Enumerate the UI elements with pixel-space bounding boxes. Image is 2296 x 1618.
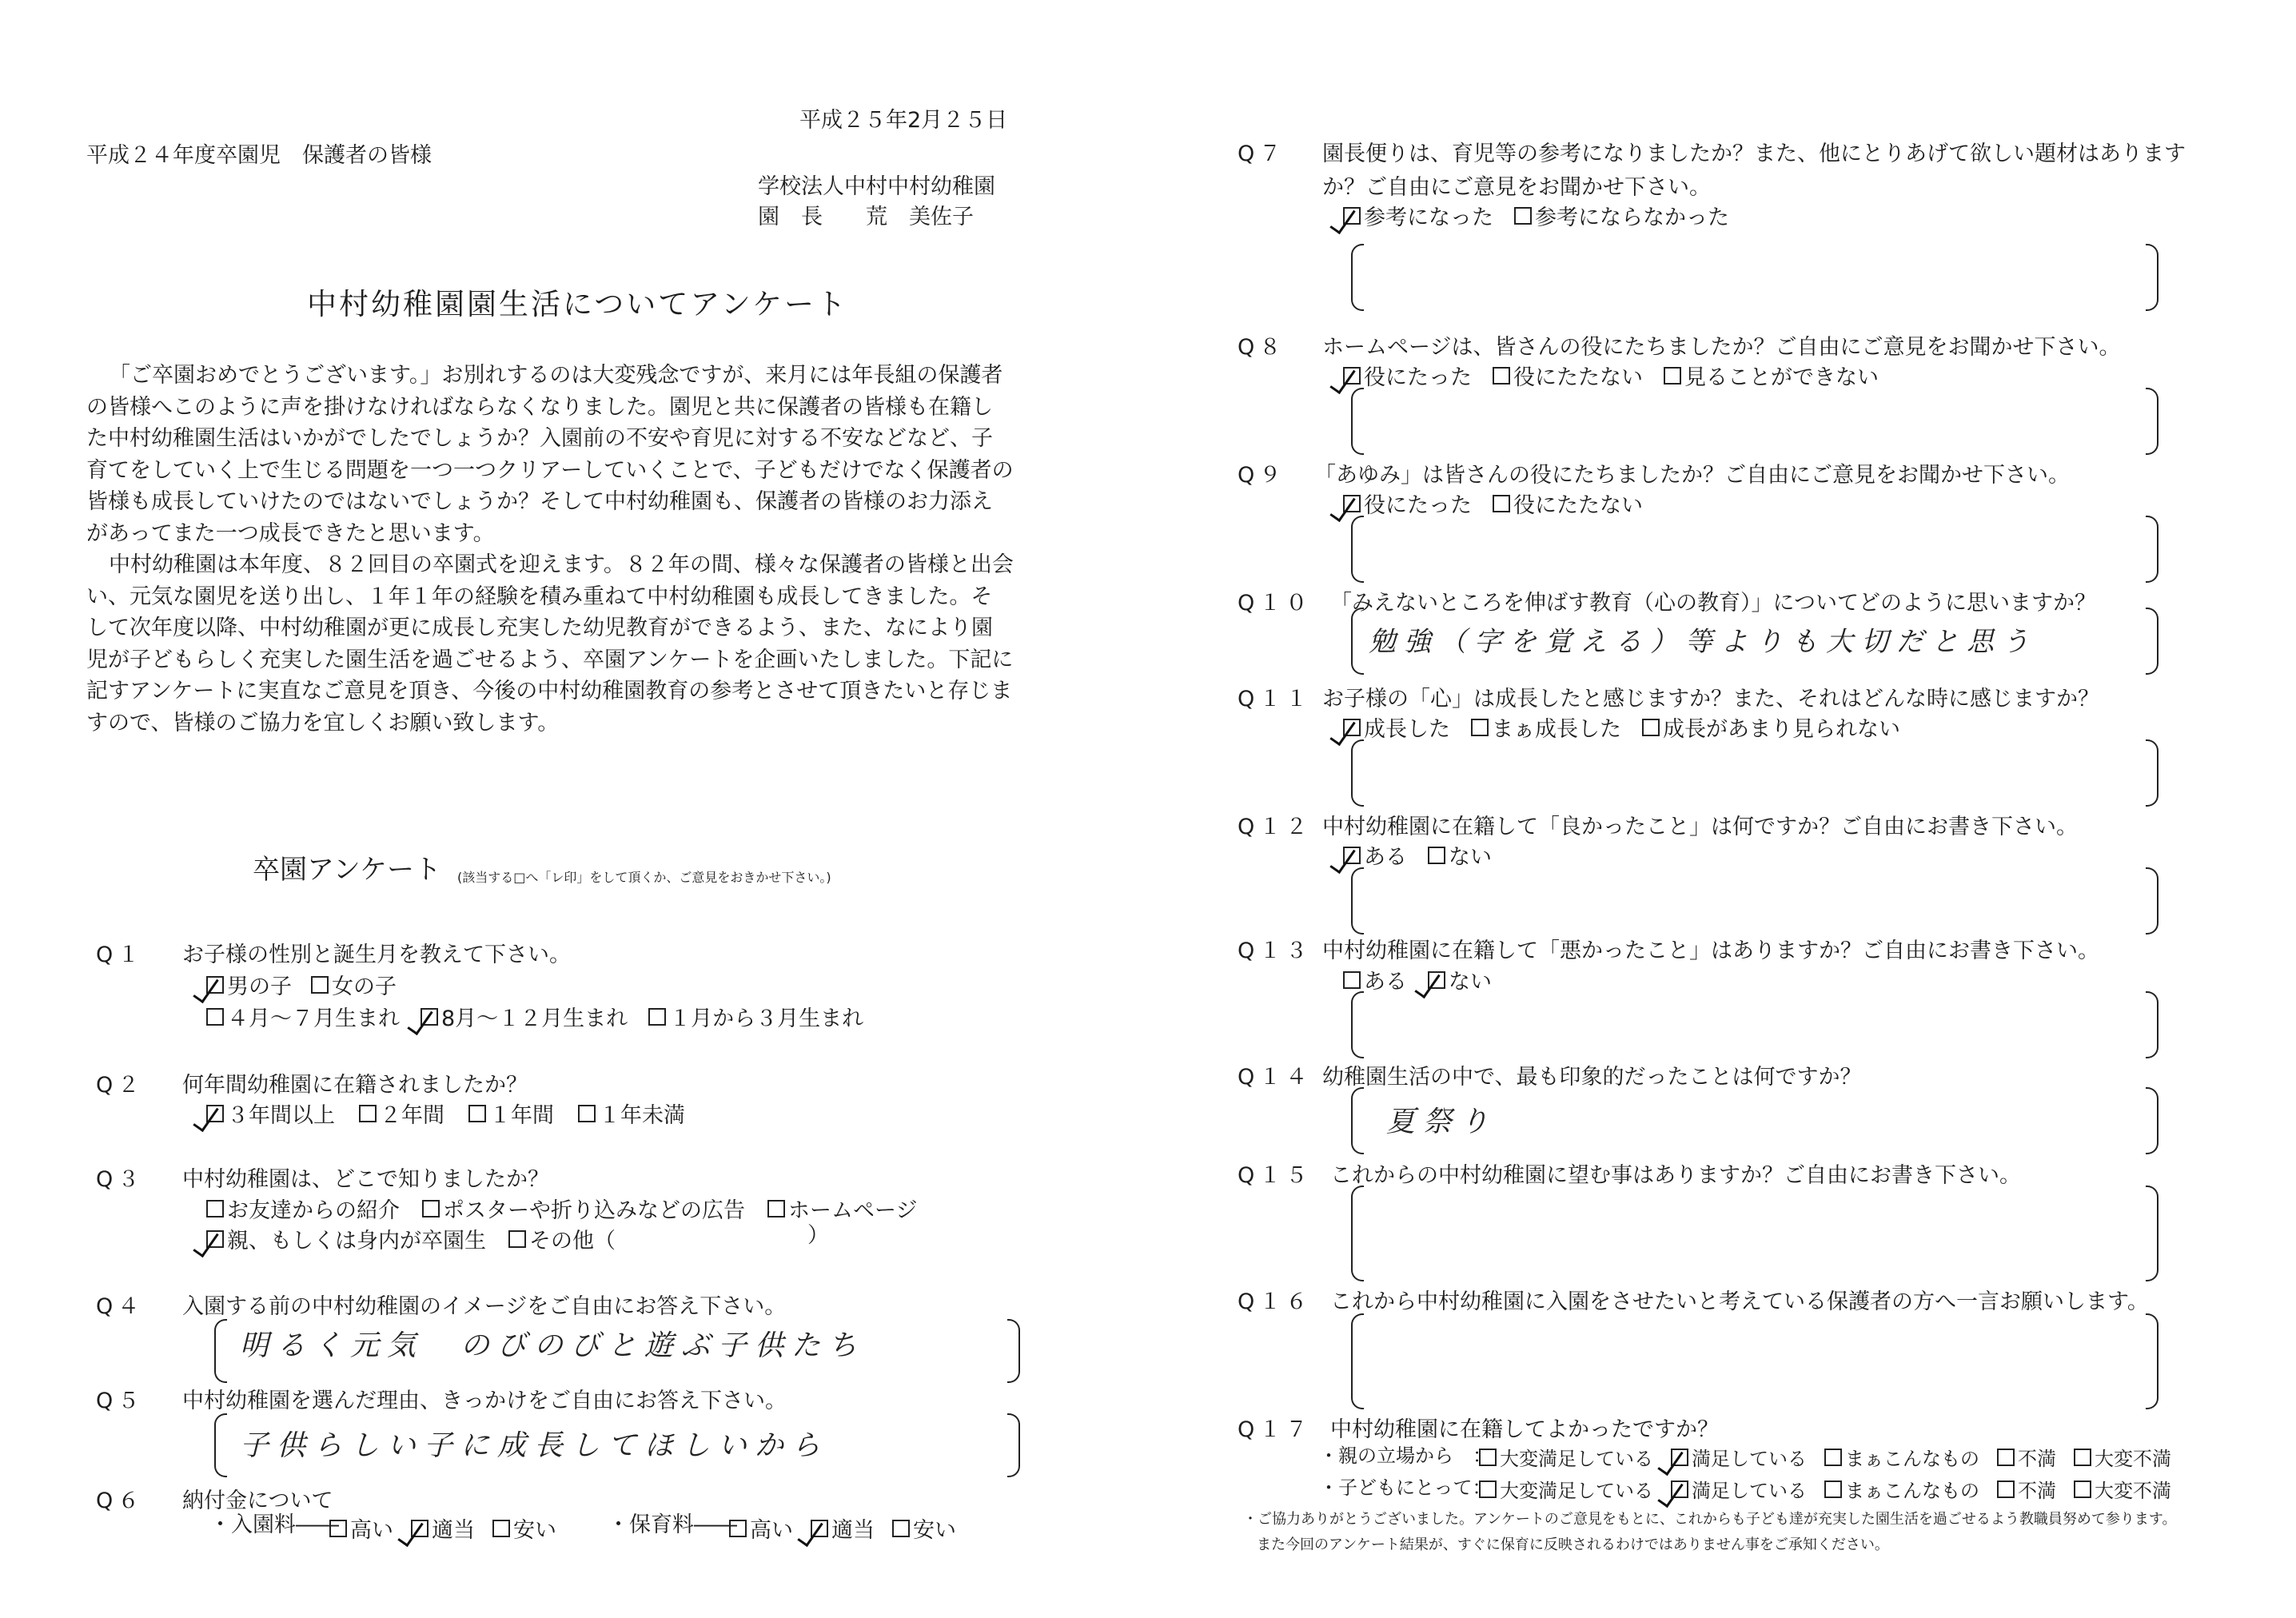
checkbox-icon[interactable] (422, 1200, 440, 1217)
checkbox-icon[interactable] (1642, 719, 1660, 736)
q6-option-label: 安い (513, 1518, 556, 1543)
q2-option-label: １年間 (489, 1103, 554, 1128)
q8-option-label: 役にたった (1364, 365, 1472, 390)
q2-number: Q２ (96, 1073, 145, 1098)
q10-number: Q１０ (1238, 591, 1313, 616)
q1-option-label: １月から３月生まれ (669, 1006, 864, 1031)
q3-option-poster[interactable] (422, 1193, 745, 1224)
q1-option-aug-dec[interactable] (421, 1001, 628, 1032)
footer-note-2: また今回のアンケート結果が、すぐに保育に反映されるわけではありません事をご承知ください。 (1257, 1536, 1889, 1553)
bracket-left (1351, 739, 1364, 807)
checkbox-checked-icon[interactable] (1343, 367, 1361, 385)
q8-options (1343, 360, 1879, 391)
checkbox-checked-icon[interactable] (1671, 1481, 1688, 1498)
q14-number: Q１４ (1238, 1065, 1313, 1090)
q2-option-under1[interactable] (578, 1098, 685, 1129)
q3-option-label: その他（ (529, 1229, 616, 1253)
checkbox-checked-icon[interactable] (206, 1230, 224, 1248)
checkbox-icon[interactable] (1471, 719, 1489, 736)
q9-text: 「あゆみ」は皆さんの役にたちましたか？ご自由にご意見をお聞かせ下さい。 (1314, 463, 2070, 488)
q6-entrance-fee-label: ・入園料―― (209, 1512, 339, 1537)
q12-option-label: ある (1364, 845, 1407, 870)
checkbox-checked-icon[interactable] (1343, 207, 1361, 225)
q11-options (1343, 711, 1900, 743)
checkbox-checked-icon[interactable] (811, 1520, 828, 1537)
q8-option-label: 見ることができない (1684, 365, 1879, 390)
q17-parent-label: ・親の立場から ： (1319, 1445, 1492, 1467)
q2-option-label: ３年間以上 (227, 1103, 335, 1128)
q8-option-not-seen[interactable] (1664, 360, 1879, 391)
q12-option-yes[interactable] (1343, 839, 1407, 871)
q17-child-so-so[interactable] (1824, 1475, 1979, 1503)
q12-option-no[interactable] (1428, 839, 1492, 871)
q12-options (1343, 839, 1492, 871)
checkbox-checked-icon[interactable] (411, 1520, 429, 1537)
q4-text: 入園する前の中村幼稚園のイメージをご自由にお答え下さい。 (182, 1294, 787, 1319)
q2-options (206, 1098, 685, 1129)
bracket-right (2146, 739, 2158, 807)
q13-number: Q１３ (1238, 939, 1313, 963)
checkbox-icon[interactable] (1824, 1481, 1842, 1498)
q17-parent-satisfied[interactable] (1671, 1443, 1807, 1471)
q9-option-label: 役にたった (1364, 493, 1472, 518)
q7-text-line2: か？ご自由にご意見をお聞かせ下さい。 (1322, 175, 1711, 200)
q7-text-line1: 園長便りは、育児等の参考になりましたか？また、他にとりあげて欲しい題材はあります (1322, 141, 2186, 166)
q11-option-somewhat[interactable] (1471, 711, 1621, 743)
q17-option-label: 大変満足している (1500, 1448, 1653, 1470)
q11-text: お子様の「心」は成長したと感じますか？また、それはどんな時に感じますか？ (1322, 687, 2099, 711)
q5-number: Q５ (96, 1389, 145, 1413)
q2-option-3years[interactable] (206, 1098, 335, 1129)
q7-option-label: 参考にならなかった (1535, 205, 1729, 230)
q2-option-1year[interactable] (468, 1098, 554, 1129)
checkbox-icon[interactable] (2074, 1449, 2091, 1466)
bracket-right (2146, 516, 2158, 583)
q6-option-label: 適当 (432, 1518, 475, 1543)
q17-child-options (1479, 1475, 2171, 1503)
q7-option-helpful[interactable] (1343, 200, 1493, 231)
q5-text: 中村幼稚園を選んだ理由、きっかけをご自由にお答え下さい。 (182, 1389, 787, 1413)
q6-entrance-fair[interactable] (411, 1512, 475, 1544)
q17-parent-dissatisfied[interactable] (1997, 1443, 2056, 1471)
checkbox-icon[interactable] (729, 1520, 747, 1537)
q11-option-label: 成長した (1364, 717, 1450, 742)
q17-option-label: 不満 (2018, 1448, 2056, 1470)
q1-option-boy[interactable] (206, 969, 292, 1000)
checkbox-checked-icon[interactable] (1343, 847, 1361, 864)
q17-child-very-satisfied[interactable] (1479, 1475, 1653, 1503)
intro-paragraph-2: 中村幼稚園は本年度、８２回目の卒園式を迎えます。８２年の間、様々な保護者の皆様と出会い、元気な園児を送り出し、１年１年の経験を積み重ねて中村幼稚園も成長してきました。そして次年度以降、中村幼稚園が更に成長し充実した幼児教育ができるよう、また、なにより園児が子どもらしく充実した園生活を過ごせるよう、卒園アンケートを企画いたしました。下記に記すアンケートに実直なご意見を頂き、今後の中村幼稚園教育の参考とさせて頂きたいと存じますので、皆様のご協力を宜しくお願い致します。 (86, 552, 1014, 735)
checkbox-checked-icon[interactable] (1343, 495, 1361, 512)
principal-name: 園 長 荒 美佐子 (758, 205, 974, 229)
bracket-left (1351, 867, 1364, 935)
survey-instruction: (該当する□へ「レ印」をして頂くか、ご意見をおきかせ下さい。) (457, 870, 831, 885)
bracket-left (1351, 1087, 1364, 1154)
q9-option-not-useful[interactable] (1493, 488, 1643, 519)
q16-answer-box[interactable] (1351, 1313, 2158, 1406)
q5-answer-handwritten: 子供らしい子に成長してほしいから (240, 1429, 829, 1462)
q17-number: Q１７ (1238, 1417, 1313, 1442)
checkbox-icon[interactable] (2074, 1481, 2091, 1498)
q13-option-label: ない (1449, 970, 1492, 994)
q13-text: 中村幼稚園に在籍して「悪かったこと」はありますか？ご自由にお書き下さい。 (1322, 939, 2099, 963)
q3-option-other[interactable] (508, 1223, 616, 1254)
q3-other-close-paren: ） (807, 1223, 829, 1248)
checkbox-icon[interactable] (311, 976, 329, 994)
q7-option-not-helpful[interactable] (1514, 200, 1729, 231)
checkbox-checked-icon[interactable] (421, 1008, 438, 1026)
q1-option-jan-mar[interactable] (648, 1001, 863, 1032)
bracket-left (1351, 991, 1364, 1058)
q9-number: Q９ (1238, 463, 1286, 488)
bracket-right (2146, 1313, 2158, 1409)
q9-answer-box[interactable] (1351, 516, 2158, 580)
q3-option-friend[interactable] (206, 1193, 400, 1224)
checkbox-icon[interactable] (578, 1105, 596, 1122)
bracket-right (2146, 388, 2158, 455)
bracket-right (1007, 1319, 1020, 1383)
q3-number: Q３ (96, 1167, 145, 1192)
q1-option-label: ４月～７月生まれ (227, 1006, 400, 1031)
q13-option-label: ある (1364, 970, 1407, 994)
q6-entrance-high[interactable] (329, 1512, 393, 1544)
q6-number: Q６ (96, 1488, 145, 1513)
checkbox-icon[interactable] (1997, 1481, 2015, 1498)
bracket-right (2146, 244, 2158, 311)
q17-option-label: 大変不満 (2095, 1480, 2171, 1502)
q4-answer-handwritten: 明るく元気 のびのびと遊ぶ子供たち (240, 1329, 866, 1362)
checkbox-icon[interactable] (1824, 1449, 1842, 1466)
q17-child-satisfied[interactable] (1671, 1475, 1807, 1503)
q12-number: Q１２ (1238, 815, 1313, 839)
checkbox-icon[interactable] (648, 1008, 666, 1026)
survey-heading: 卒園アンケート (253, 854, 441, 886)
q8-option-useful[interactable] (1343, 360, 1472, 391)
q11-option-label: 成長があまり見られない (1663, 717, 1900, 742)
q4-number: Q４ (96, 1294, 145, 1319)
q17-option-label: 大変満足している (1500, 1480, 1653, 1502)
checkbox-checked-icon[interactable] (1428, 971, 1445, 989)
checkbox-icon[interactable] (359, 1105, 377, 1122)
document-date: 平成２５年2月２５日 (799, 108, 1008, 133)
checkbox-icon[interactable] (492, 1520, 510, 1537)
q16-text: これから中村幼稚園に入園をさせたいと考えている保護者の方へ一言お願いします。 (1330, 1289, 2149, 1314)
bracket-left (1351, 1313, 1364, 1409)
page-title: 中村幼稚園園生活についてアンケート (307, 287, 849, 321)
q3-options-row2 (206, 1223, 616, 1254)
bracket-left (1351, 608, 1364, 675)
q3-option-label: ポスターや折り込みなどの広告 (443, 1198, 745, 1223)
q2-option-label: ２年間 (380, 1103, 444, 1128)
q6-tuition-high[interactable] (729, 1512, 793, 1544)
checkbox-checked-icon[interactable] (1343, 719, 1361, 736)
q3-option-label: 親、もしくは身内が卒園生 (227, 1229, 486, 1253)
q17-option-label: 満足している (1692, 1480, 1807, 1502)
q3-option-label: お友達からの紹介 (227, 1198, 400, 1223)
q1-month-options (206, 1001, 863, 1032)
q2-option-2years[interactable] (359, 1098, 444, 1129)
q17-parent-very-dissatisfied[interactable] (2074, 1443, 2171, 1471)
q17-parent-very-satisfied[interactable] (1479, 1443, 1653, 1471)
q6-entrance-fee-options (329, 1512, 556, 1544)
q17-option-label: 大変不満 (2095, 1448, 2171, 1470)
q6-text: 納付金について (182, 1488, 333, 1513)
q11-number: Q１１ (1238, 687, 1313, 711)
q6-tuition-low[interactable] (892, 1512, 956, 1544)
checkbox-checked-icon[interactable] (206, 976, 224, 994)
q17-text: 中村幼稚園に在籍してよかったですか？ (1330, 1417, 1719, 1442)
q8-number: Q８ (1238, 335, 1286, 360)
q17-option-label: まぁこんなもの (1845, 1480, 1979, 1502)
checkbox-icon[interactable] (206, 1008, 224, 1026)
bracket-right (2146, 867, 2158, 935)
q17-child-dissatisfied[interactable] (1997, 1475, 2056, 1503)
q8-answer-box[interactable] (1351, 388, 2158, 452)
bracket-right (2146, 608, 2158, 675)
checkbox-icon[interactable] (1343, 971, 1361, 989)
q6-option-label: 安い (913, 1518, 956, 1543)
checkbox-checked-icon[interactable] (1671, 1449, 1688, 1466)
q3-options-row1 (206, 1193, 917, 1224)
q3-option-label: ホームページ (788, 1198, 918, 1223)
q1-option-label: 女の子 (332, 974, 397, 999)
recipient-line: 平成２４年度卒園児 保護者の皆様 (86, 143, 432, 168)
q11-option-grew[interactable] (1343, 711, 1450, 743)
bracket-right (2146, 1087, 2158, 1154)
q3-text: 中村幼稚園は、どこで知りましたか？ (182, 1167, 549, 1192)
q14-answer-handwritten: 夏祭り (1386, 1106, 1497, 1138)
q12-text: 中村幼稚園に在籍して「良かったこと」は何ですか？ご自由にお書き下さい。 (1322, 815, 2078, 839)
q6-tuition-label: ・保育料―― (608, 1512, 737, 1537)
q12-option-label: ない (1449, 845, 1492, 870)
q17-option-label: 満足している (1692, 1448, 1807, 1470)
q17-parent-options (1479, 1443, 2171, 1471)
q3-option-homepage[interactable] (767, 1193, 917, 1224)
q15-answer-box[interactable] (1351, 1186, 2158, 1278)
checkbox-icon[interactable] (329, 1520, 347, 1537)
bracket-right (1007, 1413, 1020, 1477)
q1-option-label: 8月～１２月生まれ (441, 1006, 628, 1031)
checkbox-icon[interactable] (1479, 1449, 1497, 1466)
q12-answer-box[interactable] (1351, 867, 2158, 931)
q7-options (1343, 200, 1729, 231)
q1-option-girl[interactable] (311, 969, 397, 1000)
q17-option-label: まぁこんなもの (1845, 1448, 1979, 1470)
q1-text: お子様の性別と誕生月を教えて下さい。 (182, 943, 571, 967)
checkbox-icon[interactable] (206, 1200, 224, 1217)
checkbox-icon[interactable] (1479, 1481, 1497, 1498)
checkbox-icon[interactable] (1428, 847, 1445, 864)
checkbox-icon[interactable] (1493, 495, 1510, 512)
q8-option-label: 役にたたない (1513, 365, 1643, 390)
q11-option-label: まぁ成長した (1492, 717, 1621, 742)
checkbox-icon[interactable] (767, 1200, 785, 1217)
q17-parent-so-so[interactable] (1824, 1443, 1979, 1471)
q6-tuition-fair[interactable] (811, 1512, 875, 1544)
q7-number: Q７ (1238, 141, 1286, 166)
checkbox-checked-icon[interactable] (206, 1105, 224, 1122)
q6-option-label: 適当 (831, 1518, 875, 1543)
q8-text: ホームページは、皆さんの役にたちましたか？ご自由にご意見をお聞かせ下さい。 (1322, 335, 2121, 360)
q14-text: 幼稚園生活の中で、最も印象的だったことは何ですか？ (1322, 1065, 1862, 1090)
q9-option-label: 役にたたない (1513, 493, 1643, 518)
school-name: 学校法人中村中村幼稚園 (758, 174, 995, 199)
bracket-right (2146, 1186, 2158, 1281)
checkbox-icon[interactable] (508, 1230, 526, 1248)
q13-answer-box[interactable] (1351, 991, 2158, 1055)
q17-child-very-dissatisfied[interactable] (2074, 1475, 2171, 1503)
bracket-left (1351, 1186, 1364, 1281)
q6-entrance-low[interactable] (492, 1512, 556, 1544)
q17-child-label: ・子どもにとって： (1319, 1477, 1492, 1499)
q6-option-label: 高い (350, 1518, 393, 1543)
q10-text: 「みえないところを伸ばす教育（心の教育）」についてどのように思いますか？ (1330, 591, 2096, 616)
q11-answer-box[interactable] (1351, 739, 2158, 803)
q2-option-label: １年未満 (599, 1103, 685, 1128)
checkbox-icon[interactable] (1997, 1449, 2015, 1466)
checkbox-icon[interactable] (1493, 367, 1510, 385)
footer-note-1: ・ご協力ありがとうございました。アンケートのご意見をもとに、これからも子ども達が充実した園生活を過ごせるよう教職員努めて参ります。 (1243, 1511, 2177, 1528)
q6-tuition-options (729, 1512, 956, 1544)
q1-option-apr-jul[interactable] (206, 1001, 400, 1032)
q10-answer-handwritten: 勉強（字を覚える）等よりも大切だと思う (1369, 626, 2037, 658)
q2-text: 何年間幼稚園に在籍されましたか？ (182, 1073, 528, 1098)
checkbox-icon[interactable] (1514, 207, 1532, 225)
q1-option-label: 男の子 (227, 974, 292, 999)
bracket-left (1351, 516, 1364, 583)
q3-option-alumni[interactable] (206, 1223, 486, 1254)
bracket-left (214, 1413, 227, 1477)
q15-text: これからの中村幼稚園に望む事はありますか？ご自由にお書き下さい。 (1330, 1163, 2021, 1188)
q7-answer-box[interactable] (1351, 244, 2158, 308)
q1-gender-options (206, 969, 397, 1000)
q15-number: Q１５ (1238, 1163, 1313, 1188)
bracket-right (2146, 991, 2158, 1058)
q6-option-label: 高い (750, 1518, 793, 1543)
bracket-left (1351, 388, 1364, 455)
q11-option-little[interactable] (1642, 711, 1900, 743)
q9-options (1343, 488, 1643, 519)
q1-number: Q１ (96, 943, 145, 967)
q9-option-useful[interactable] (1343, 488, 1472, 519)
q7-option-label: 参考になった (1364, 205, 1493, 230)
bracket-left (214, 1319, 227, 1383)
q16-number: Q１６ (1238, 1289, 1313, 1314)
q8-option-not-useful[interactable] (1493, 360, 1643, 391)
q17-option-label: 不満 (2018, 1480, 2056, 1502)
checkbox-icon[interactable] (892, 1520, 910, 1537)
intro-paragraph-1: 「ご卒園おめでとうございます。」お別れするのは大変残念ですが、来月には年長組の保護者の皆様へこのように声を掛けなければならなくなりました。園児と共に保護者の皆様も在籍した中村幼稚園生活はいかがでしたでしょうか？入園前の不安や育児に対する不安などなど、子育てをしていく上で生じる問題を一つ一つクリアーしていくことで、子どもだけでなく保護者の皆様も成長していけたのではないでしょうか？そして中村幼稚園も、保護者の皆様のお力添えがあってまた一つ成長できたと思います。 (86, 363, 1014, 546)
checkbox-icon[interactable] (468, 1105, 486, 1122)
checkbox-icon[interactable] (1664, 367, 1681, 385)
bracket-left (1351, 244, 1364, 311)
